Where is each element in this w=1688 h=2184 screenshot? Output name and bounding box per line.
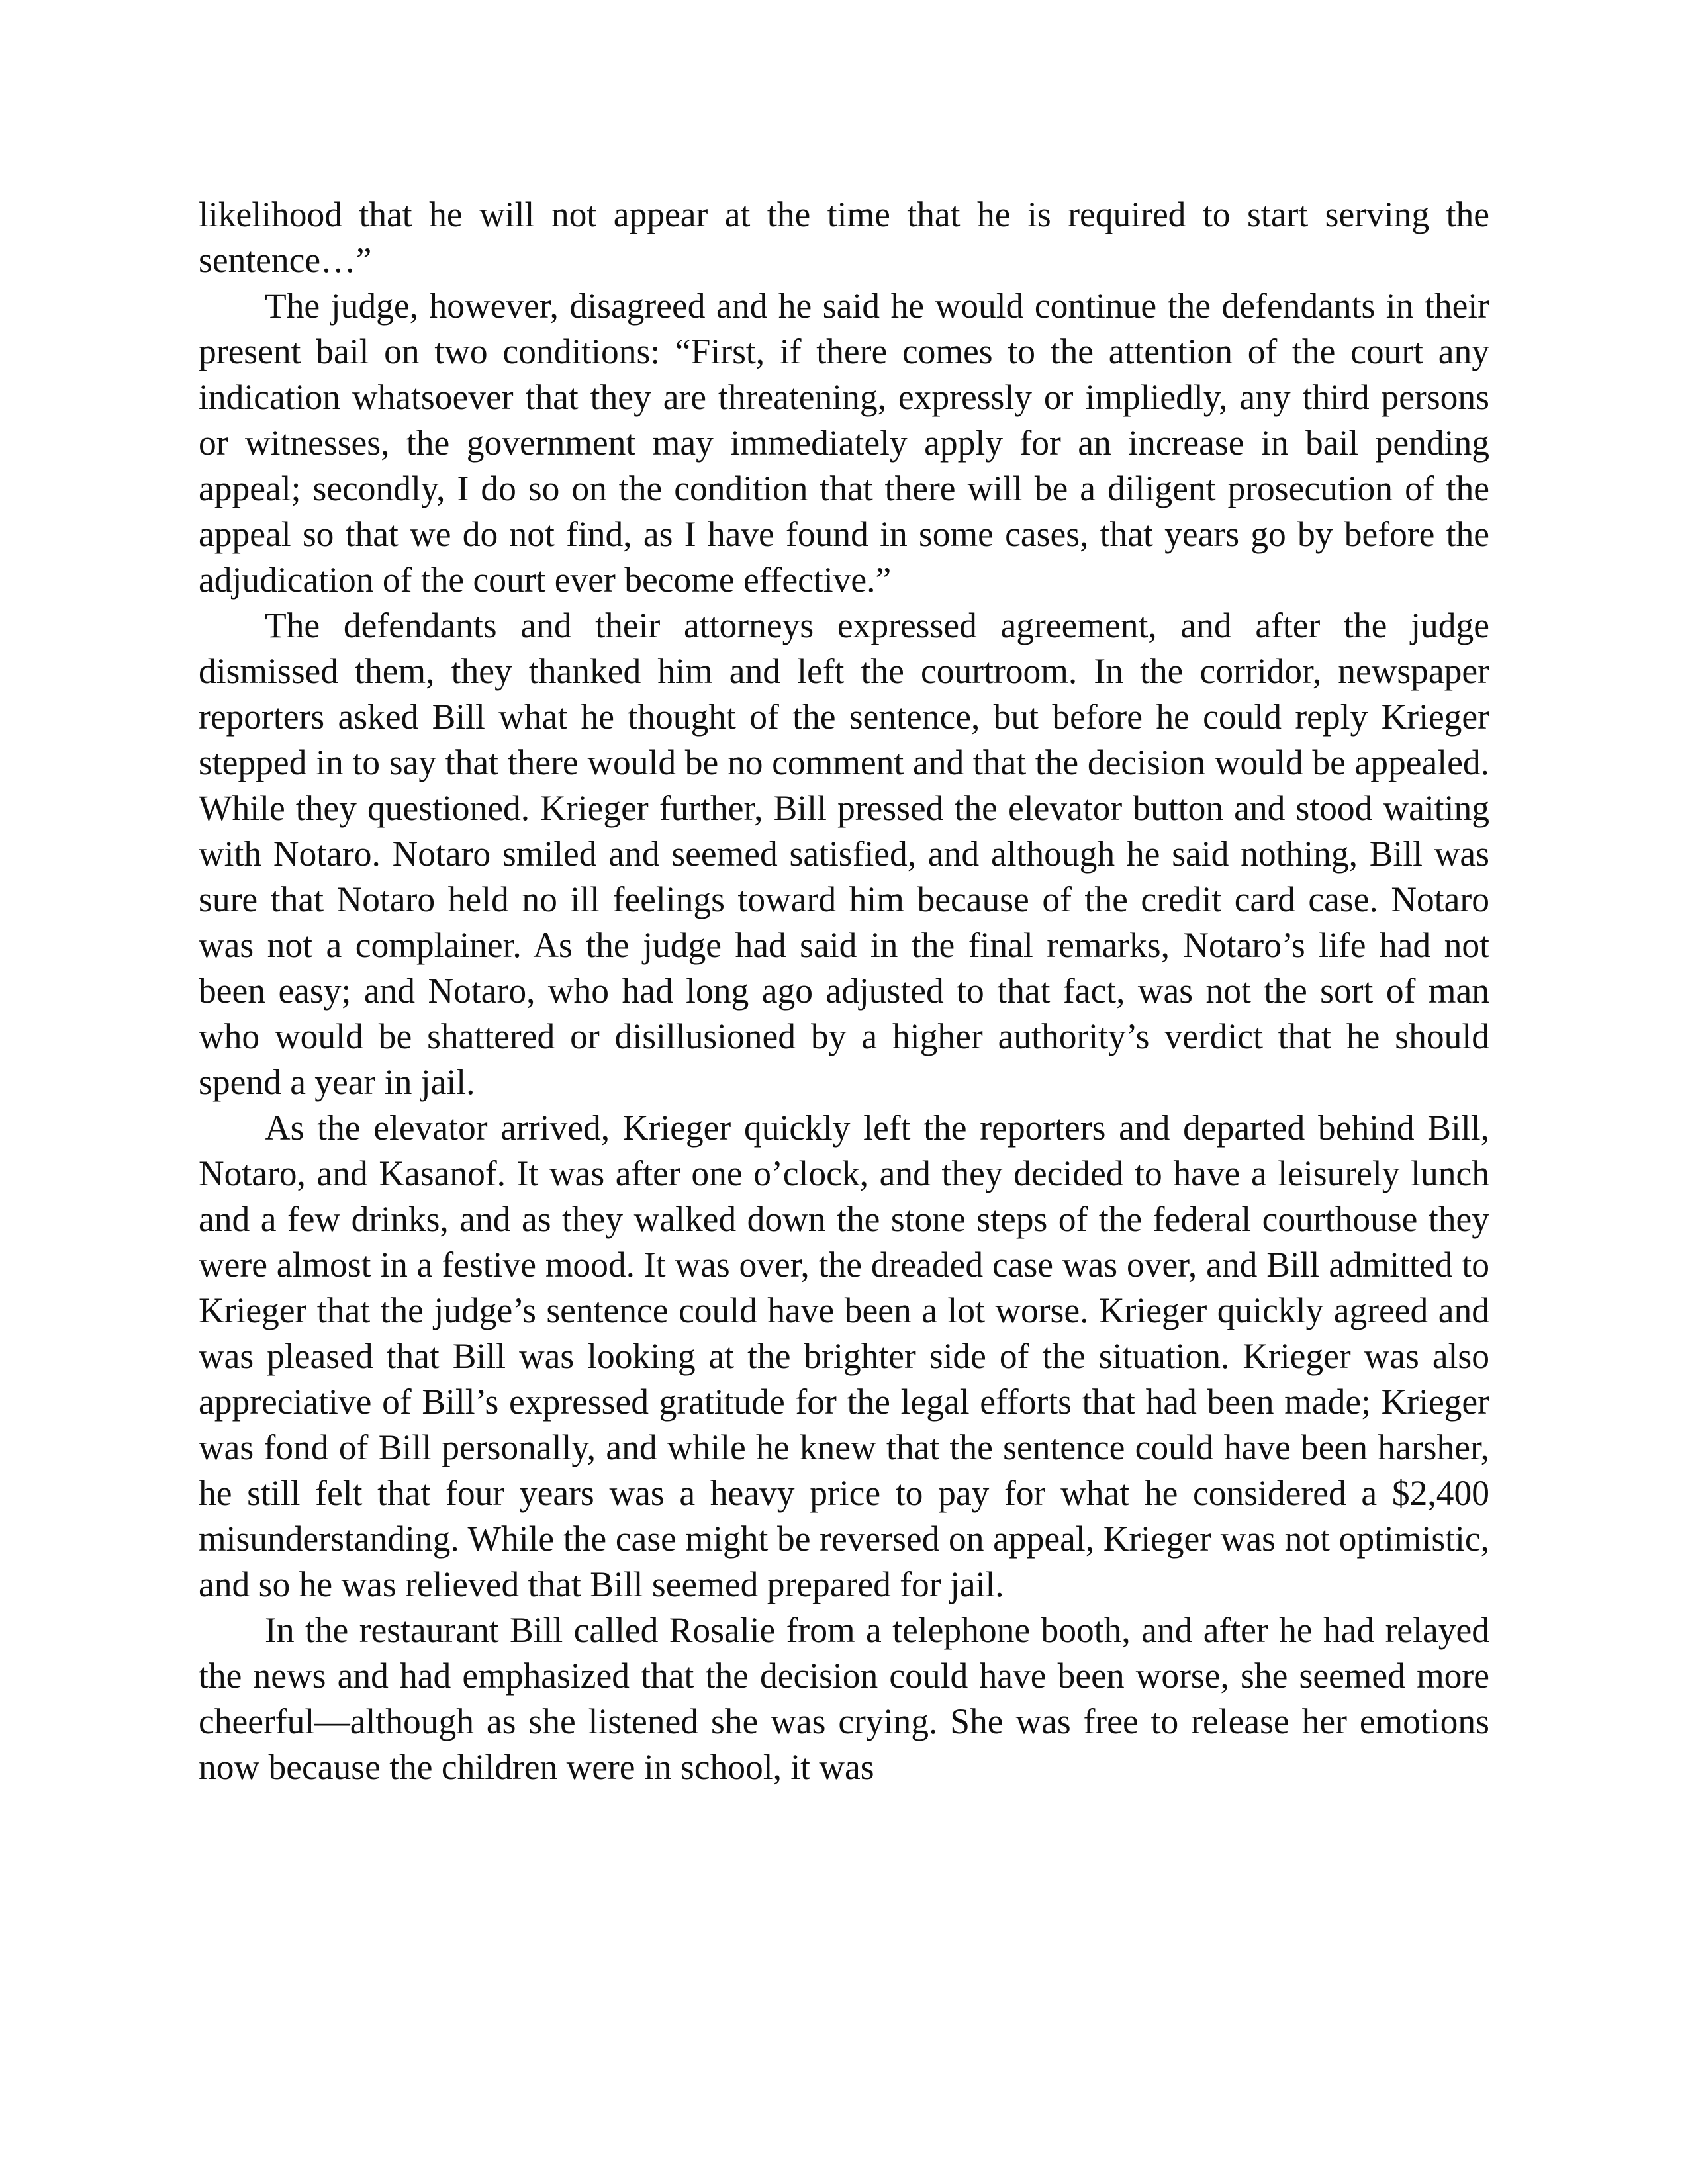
document-page — [199, 192, 1489, 1790]
paragraph-restaurant: In the restaurant Bill called Rosalie from a telephone booth, and after he had relayed the news and had emphasized that the decision could have been worse, she seemed more cheerful—although as she listened she was crying. She was free to release her emotions now because the children were in school, it was — [199, 1610, 1489, 1787]
paragraph-corridor: The defendants and their attorneys expressed agreement, and after the judge dismissed them, they thanked him and left the courtroom. In the corridor, newspaper reporters asked Bill what he thought of the sentence, but before he could reply Krieger stepped in to say that there would be no comment and that the decision would be appealed. While they questioned. Krieger further, Bill pressed the elevator button and stood waiting with Notaro. Notaro smiled and seemed satisfied, and although he said nothing, Bill was sure that Notaro held no ill feelings toward him because of the credit card case. Notaro was not a complainer. As the judge had said in the final remarks, Notaro’s life had not been easy; and Notaro, who had long ago adjusted to that fact, was not the sort of man who would be shattered or disillusioned by a higher authority’s verdict that he should spend a year in jail. — [199, 606, 1489, 1102]
paragraph-continuation: likelihood that he will not appear at the time that he is required to start serving the sentence…” — [199, 195, 1489, 280]
paragraph-judge-conditions: The judge, however, disagreed and he said he would continue the defendants in their present bail on two conditions: “First, if there comes to the attention of the court any indication whatsoever that they are threatening, expressly or impliedly, any third persons or witnesses, the government may immediately apply for an increase in bail pending appeal; secondly, I do so on the condition that there will be a diligent prosecution of the appeal so that we do not find, as I have found in some cases, that years go by before the adjudication of the court ever become effective.” — [199, 286, 1489, 600]
paragraph-elevator: As the elevator arrived, Krieger quickly left the reporters and departed behind Bill, Notaro, and Kasanof. It was after one o’clock, and they decided to have a leisurely lunch and a few drinks, and as they walked down the stone steps of the federal courthouse they were almost in a festive mood. It was over, the dreaded case was over, and Bill admitted to Krieger that the judge’s sentence could have been a lot worse. Krieger quickly agreed and was pleased that Bill was looking at the brighter side of the situation. Krieger was also appreciative of Bill’s expressed gratitude for the legal efforts that had been made; Krieger was fond of Bill personally, and while he knew that the sentence could have been harsher, he still felt that four years was a heavy price to pay for what he considered a $2,400 misunderstanding. While the case might be reversed on appeal, Krieger was not optimistic, and so he was relieved that Bill seemed prepared for jail. — [199, 1108, 1489, 1604]
